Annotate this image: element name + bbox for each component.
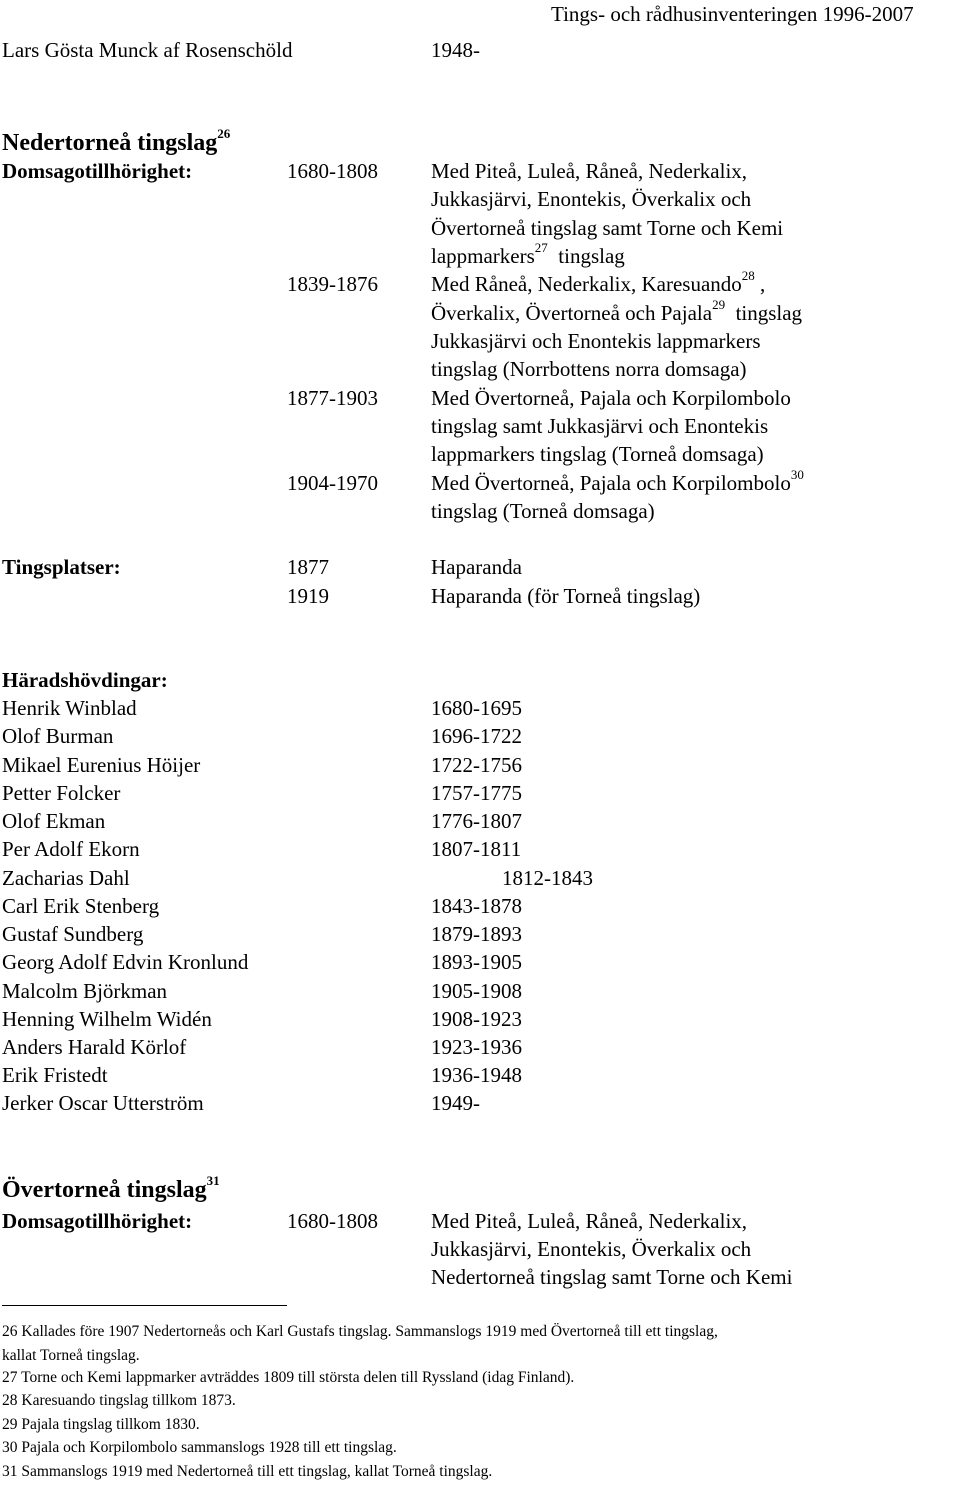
section-title-nedertornea [2, 128, 230, 158]
judge-years: 1812-1843 [502, 866, 593, 890]
judge-name: Petter Folcker [2, 781, 121, 805]
period-line: tingslag (Torneå domsaga) [431, 499, 655, 523]
judge-years: 1843-1878 [431, 894, 522, 918]
judge-name: Anders Harald Körlof [2, 1035, 187, 1059]
period-line [431, 242, 625, 270]
tingsplats-place: Haparanda (för Torneå tingslag) [431, 584, 701, 608]
domsago-label: Domsagotillhörighet: [2, 159, 193, 183]
judge-years: 1879-1893 [431, 922, 522, 946]
footnote-ref: 29 [712, 297, 726, 312]
judge-years: 1936-1948 [431, 1063, 522, 1087]
footnote: 27 Torne och Kemi lappmarker avträddes 1809 till största delen till Ryssland (idag Finland). [2, 1369, 575, 1386]
tingsplats-year: 1919 [287, 584, 329, 608]
period-years: 1904-1970 [287, 471, 378, 495]
footnote: 26 Kallades före 1907 Nedertorneås och Karl Gustafs tingslag. Sammanslogs 1919 med Övertorneå till ett tingslag, [2, 1323, 718, 1340]
footnote-ref: 27 [534, 240, 548, 255]
period-line: Övertorneå tingslag samt Torne och Kemi [431, 216, 784, 240]
judge-years: 1893-1905 [431, 950, 522, 974]
author-name: Lars Gösta Munck af Rosenschöld [2, 38, 293, 62]
period-line [431, 270, 765, 298]
footnote: 29 Pajala tingslag tillkom 1830. [2, 1416, 200, 1433]
period-line: tingslag samt Jukkasjärvi och Enontekis [431, 414, 769, 438]
judge-name: Erik Fristedt [2, 1063, 108, 1087]
judge-years: 1722-1756 [431, 753, 522, 777]
period-years: 1877-1903 [287, 386, 378, 410]
judge-name: Jerker Oscar Utterström [2, 1091, 204, 1115]
judge-years: 1757-1775 [431, 781, 522, 805]
period-line: Nedertorneå tingslag samt Torne och Kemi [431, 1265, 793, 1289]
judge-name: Mikael Eurenius Höijer [2, 753, 201, 777]
judge-years: 1680-1695 [431, 696, 522, 720]
period-line: Med Piteå, Luleå, Råneå, Nederkalix, [431, 1209, 748, 1233]
period-years: 1680-1808 [287, 1209, 378, 1233]
footnote-ref: 30 [790, 467, 804, 482]
period-line-text: Med Övertorneå, Pajala och Korpilombolo [431, 471, 791, 495]
footnote: 28 Karesuando tingslag tillkom 1873. [2, 1392, 236, 1409]
judge-name: Olof Ekman [2, 809, 106, 833]
period-line [431, 299, 802, 327]
section-title-overtornea [2, 1175, 220, 1205]
footnote: 31 Sammanslogs 1919 med Nedertorneå till ett tingslag, kallat Torneå tingslag. [2, 1463, 493, 1480]
judge-years: 1776-1807 [431, 809, 522, 833]
footnote-ref: 31 [206, 1173, 220, 1188]
period-line: Med Piteå, Luleå, Råneå, Nederkalix, [431, 159, 748, 183]
judge-name: Malcolm Björkman [2, 979, 168, 1003]
header-right-title: Tings- och rådhusinventeringen 1996-2007 [551, 2, 914, 26]
judge-name: Gustaf Sundberg [2, 922, 144, 946]
section-title-text: Övertorneå tingslag [2, 1177, 207, 1203]
judge-name: Carl Erik Stenberg [2, 894, 160, 918]
judge-name: Georg Adolf Edvin Kronlund [2, 950, 249, 974]
judge-name: Henrik Winblad [2, 696, 137, 720]
judge-years: 1696-1722 [431, 724, 522, 748]
period-years: 1680-1808 [287, 159, 378, 183]
haradshovdingar-label: Häradshövdingar: [2, 668, 168, 692]
period-line-text: lappmarkers [431, 244, 535, 268]
period-line: Jukkasjärvi, Enontekis, Överkalix och [431, 187, 752, 211]
period-line-text: Överkalix, Övertorneå och Pajala [431, 301, 713, 325]
footnote: kallat Torneå tingslag. [2, 1347, 140, 1364]
period-line-text: , [760, 272, 766, 296]
judge-years: 1807-1811 [431, 837, 522, 861]
judge-years: 1908-1923 [431, 1007, 522, 1031]
period-line [431, 469, 804, 497]
judge-name: Per Adolf Ekorn [2, 837, 140, 861]
period-line-text: Med Råneå, Nederkalix, Karesuando [431, 272, 742, 296]
period-line: Jukkasjärvi, Enontekis, Överkalix och [431, 1237, 752, 1261]
period-years: 1839-1876 [287, 272, 378, 296]
section-title-text: Nedertorneå tingslag [2, 130, 218, 156]
tingsplatser-label: Tingsplatser: [2, 555, 121, 579]
period-line: Med Övertorneå, Pajala och Korpilombolo [431, 386, 791, 410]
period-line-text: tingslag [558, 244, 625, 268]
author-year: 1948- [431, 38, 480, 62]
footnote-ref: 28 [741, 268, 755, 283]
tingsplats-year: 1877 [287, 555, 329, 579]
judge-years: 1905-1908 [431, 979, 522, 1003]
judge-years: 1949- [431, 1091, 480, 1115]
period-line: tingslag (Norrbottens norra domsaga) [431, 357, 747, 381]
period-line: lappmarkers tingslag (Torneå domsaga) [431, 442, 764, 466]
domsago-label: Domsagotillhörighet: [2, 1209, 193, 1233]
footnote-ref: 26 [217, 126, 231, 141]
footnote-divider [2, 1305, 287, 1306]
judge-name: Zacharias Dahl [2, 866, 130, 890]
period-line: Jukkasjärvi och Enontekis lappmarkers [431, 329, 761, 353]
period-line-text: tingslag [735, 301, 803, 325]
judge-name: Olof Burman [2, 724, 114, 748]
footnote: 30 Pajala och Korpilombolo sammanslogs 1928 till ett tingslag. [2, 1439, 397, 1456]
judge-years: 1923-1936 [431, 1035, 522, 1059]
judge-name: Henning Wilhelm Widén [2, 1007, 212, 1031]
tingsplats-place: Haparanda [431, 555, 522, 579]
